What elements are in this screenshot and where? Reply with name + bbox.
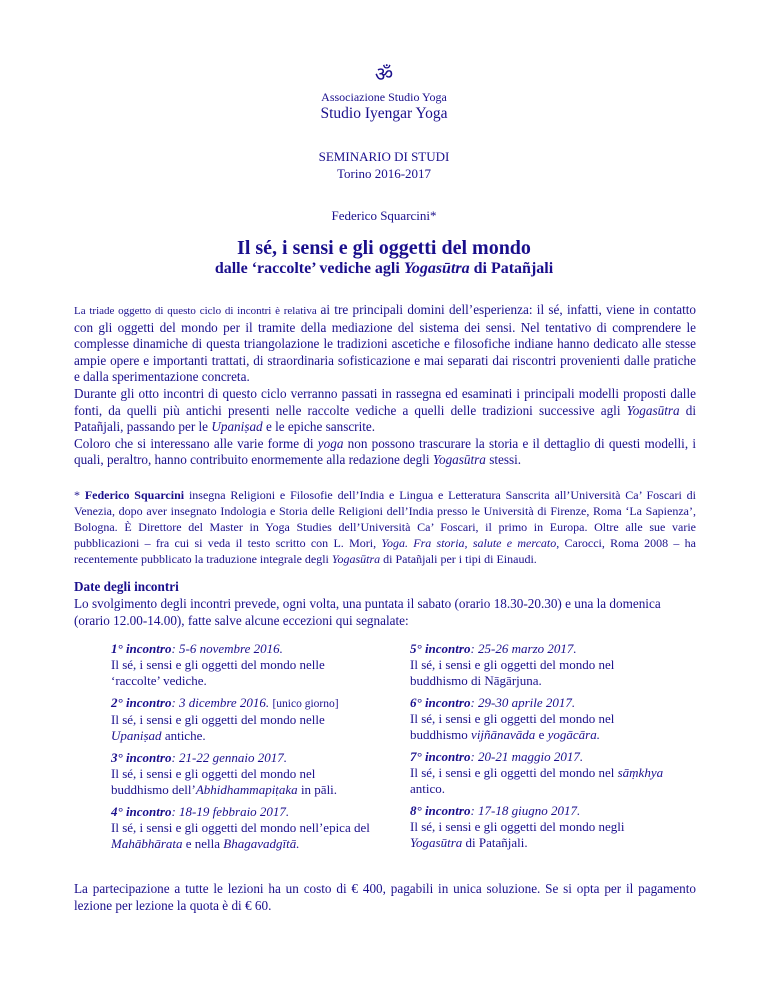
meeting-header: 8° incontro: 17-18 giugno 2017. (410, 803, 581, 818)
place-year: Torino 2016-2017 (336, 166, 432, 181)
meeting-entry (111, 750, 371, 798)
meeting-header: 3° incontro: 21-22 gennaio 2017. (111, 750, 288, 765)
association-name: Associazione Studio Yoga (321, 90, 447, 104)
meeting-topic: Il sé, i sensi e gli oggetti del mondo negli Yogasūtra di Patañjali. (410, 819, 625, 850)
meeting-topic: Il sé, i sensi e gli oggetti del mondo nelle ‘raccolte’ vediche. (111, 657, 325, 688)
meeting-entry (410, 695, 670, 743)
page-subtitle: dalle ‘raccolte’ vediche agli Yogasūtra di Patañjali (214, 260, 554, 277)
intro-paragraph-1: La triade oggetto di questo ciclo di incontri è relativa ai tre principali domini dell’esperienza: il sé, infatti, viene in contatto con gli oggetti del mondo per il tramite della mediazione del sistema dei sensi. Nel tentativo di comprendere le complesse dinamiche di questa triangolazione le tradizioni ascetiche e filosofiche indiane hanno dedicato alle stesse ampie opere e importanti trattati, di straordinaria sofisticazione e mai separati dai riscontri provenienti dalle pratiche e dalla sperimentazione concreta. (74, 302, 697, 385)
meeting-entry (111, 641, 371, 689)
meeting-header: 1° incontro: 5-6 novembre 2016. (111, 641, 283, 656)
studio-name: Studio Iyengar Yoga (320, 105, 448, 122)
dates-description: Lo svolgimento degli incontri prevede, ogni volta, una puntata il sabato (orario 18.30-20.30) e una la domenica (orario 12.00-14.00), fatte salve alcune eccezioni qui segnalate: (74, 596, 661, 628)
meeting-topic: Il sé, i sensi e gli oggetti del mondo nelle Upaniṣad antiche. (111, 712, 325, 743)
om-symbol-icon: ॐ (374, 64, 394, 86)
cost-info: La partecipazione a tutte le lezioni ha un costo di € 400, pagabili in unica soluzione. Se si opta per il pagamento lezione per lezione la quota è di € 60. (74, 881, 696, 913)
author-bio: * Federico Squarcini insegna Religioni e Filosofie dell’India e Lingua e Letteratura Sanscrita all’Università Ca’ Foscari di Venezia, dopo aver insegnato Indologia e Storia delle Religioni dell’India presso le Università di Firenze, Roma ‘La Sapienza’, Bologna. È Direttore del Master in Yoga Studies dell’Università Ca’ Foscari, il primo in Europa. Oltre alle sue varie pubblicazioni – fra cui si veda il testo scritto con L. Mori, Yoga. Fra storia, salute e mercato, Carocci, Roma 2008 – ha recentemente pubblicato la traduzione integrale degli Yogasūtra di Patañjali per i tipi di Einaudi. (74, 488, 696, 566)
meeting-header: 7° incontro: 20-21 maggio 2017. (410, 749, 584, 764)
intro-text (74, 302, 696, 469)
author-name: Federico Squarcini* (331, 208, 437, 223)
meeting-topic: Il sé, i sensi e gli oggetti del mondo nel buddhismo di Nāgārjuna. (410, 657, 615, 688)
intro-paragraph-3: Coloro che si interessano alle varie forme di yoga non possono trascurare la storia e il dettaglio di questi modelli, i quali, peraltro, hanno contribuito enormemente alla redazione degli Yogasūtra stessi. (74, 435, 696, 468)
meeting-header: 2° incontro: 3 dicembre 2016. [unico giorno] (111, 695, 339, 710)
meeting-topic: Il sé, i sensi e gli oggetti del mondo nell’epica del Mahābhārata e nella Bhagavadgītā. (111, 820, 370, 851)
meeting-header: 4° incontro: 18-19 febbraio 2017. (111, 804, 290, 819)
meeting-entry (410, 641, 670, 689)
page-title: Il sé, i sensi e gli oggetti del mondo (237, 237, 531, 259)
meetings-column-right (410, 641, 670, 857)
meetings-column-left (111, 641, 371, 858)
seminar-label: SEMINARIO DI STUDI (318, 149, 450, 164)
meeting-entry (410, 803, 670, 851)
meeting-header: 5° incontro: 25-26 marzo 2017. (410, 641, 577, 656)
dates-heading: Date degli incontri (74, 579, 179, 594)
meeting-topic: Il sé, i sensi e gli oggetti del mondo nel buddhismo dell’Abhidhammapiṭaka in pāli. (111, 766, 338, 797)
meeting-topic: Il sé, i sensi e gli oggetti del mondo nel sāṃkhya antico. (410, 765, 664, 796)
meeting-entry (111, 695, 371, 744)
meeting-header: 6° incontro: 29-30 aprile 2017. (410, 695, 576, 710)
meeting-entry (111, 804, 371, 852)
meeting-topic: Il sé, i sensi e gli oggetti del mondo nel buddhismo vijñānavāda e yogācāra. (410, 711, 615, 742)
meeting-entry (410, 749, 670, 797)
intro-paragraph-2: Durante gli otto incontri di questo ciclo verranno passati in rassegna ed esaminati i principali modelli proposti dalle fonti, da quelli più antichi presenti nelle raccolte vediche a quelli delle tradizioni successive agli Yogasūtra di Patañjali, passando per le Upaniṣad e le epiche sanscrite. (74, 385, 696, 435)
